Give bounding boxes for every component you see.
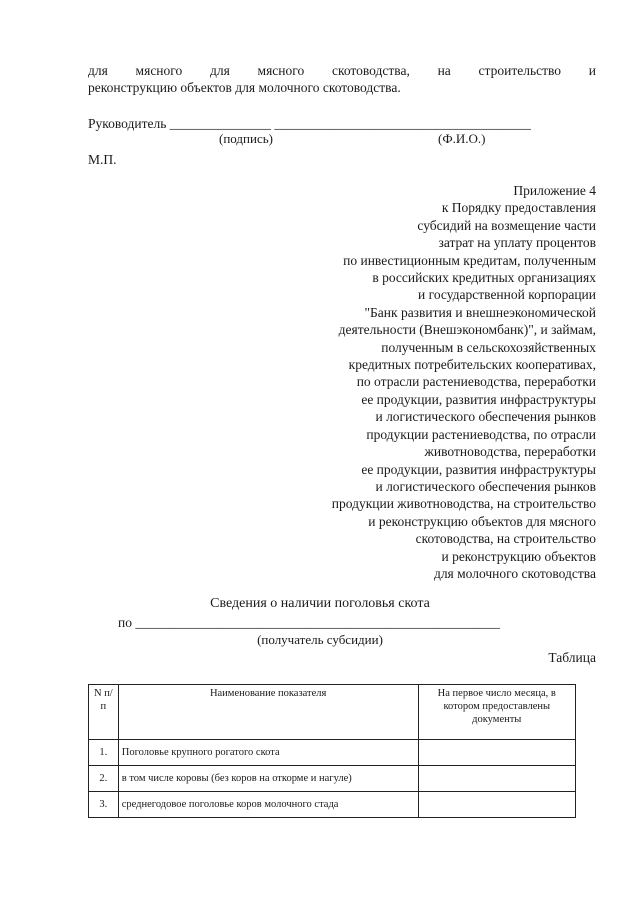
appendix-line: в российских кредитных организациях	[372, 270, 596, 286]
intro-line-1: для мясного для мясного скотоводства, на строительство и	[88, 63, 596, 78]
stamp-place-label: М.П.	[88, 152, 117, 167]
appendix-line: субсидий на возмещение части	[417, 217, 596, 233]
appendix-line: и государственной корпорации	[418, 287, 596, 303]
appendix-line: ее продукции, развития инфраструктуры	[361, 461, 596, 477]
document-heading: Сведения о наличии поголовья скота	[210, 596, 430, 611]
appendix-line: и реконструкцию объектов	[441, 548, 596, 564]
appendix-line: продукции растениеводства, по отрасли	[366, 426, 596, 442]
appendix-line: скотоводства, на строительство	[415, 531, 596, 547]
row-indicator: среднегодовое поголовье коров молочного стада	[118, 792, 418, 818]
appendix-line: ее продукции, развития инфраструктуры	[361, 391, 596, 407]
row-value	[418, 792, 575, 818]
signature-captions	[88, 131, 596, 147]
appendix-line: Приложение 4	[513, 183, 596, 198]
livestock-table	[88, 684, 576, 818]
table-header-row	[89, 685, 576, 740]
recipient-caption: (получатель субсидии)	[257, 632, 383, 647]
row-value	[418, 740, 575, 766]
appendix-header	[276, 182, 596, 582]
row-number: 3.	[89, 792, 119, 818]
table-row	[89, 792, 576, 818]
row-indicator: в том числе коровы (без коров на откорме и нагуле)	[118, 766, 418, 792]
appendix-line: и логистического обеспечения рынков	[375, 409, 596, 425]
table-label: Таблица	[548, 650, 596, 665]
table-row	[89, 740, 576, 766]
appendix-line: по инвестиционным кредитам, полученным	[343, 252, 596, 268]
appendix-line: затрат на уплату процентов	[438, 235, 596, 251]
table-row	[89, 766, 576, 792]
column-header-indicator: Наименование показателя	[118, 685, 418, 740]
signature-caption: (подпись)	[219, 131, 273, 146]
row-number: 2.	[89, 766, 119, 792]
recipient-line: по ______________________________________________________	[118, 615, 500, 630]
column-header-number: N п/п	[89, 685, 119, 740]
appendix-line: полученным в сельскохозяйственных	[381, 339, 596, 355]
appendix-line: деятельности (Внешэкономбанк)", и займам,	[338, 322, 596, 338]
signature-line: Руководитель _______________ ______________________________________	[88, 116, 531, 131]
appendix-line: продукции животноводства, на строительство	[331, 496, 596, 512]
column-header-date: На первое число месяца, в котором предоставлены документы	[418, 685, 575, 740]
appendix-line: кредитных потребительских кооперативах,	[348, 357, 596, 373]
intro-line-2: реконструкцию объектов для молочного скотоводства.	[88, 80, 401, 95]
row-number: 1.	[89, 740, 119, 766]
row-value	[418, 766, 575, 792]
appendix-line: "Банк развития и внешнеэкономической	[364, 304, 596, 320]
name-caption: (Ф.И.О.)	[438, 131, 486, 146]
row-indicator: Поголовье крупного рогатого скота	[118, 740, 418, 766]
appendix-line: животноводства, переработки	[424, 444, 596, 460]
appendix-line: для молочного скотоводства	[433, 565, 596, 581]
appendix-line: и логистического обеспечения рынков	[375, 478, 596, 494]
appendix-line: к Порядку предоставления	[441, 200, 596, 216]
appendix-line: по отрасли растениеводства, переработки	[356, 374, 596, 390]
intro-paragraph	[88, 62, 596, 96]
appendix-line: и реконструкцию объектов для мясного	[368, 513, 596, 529]
